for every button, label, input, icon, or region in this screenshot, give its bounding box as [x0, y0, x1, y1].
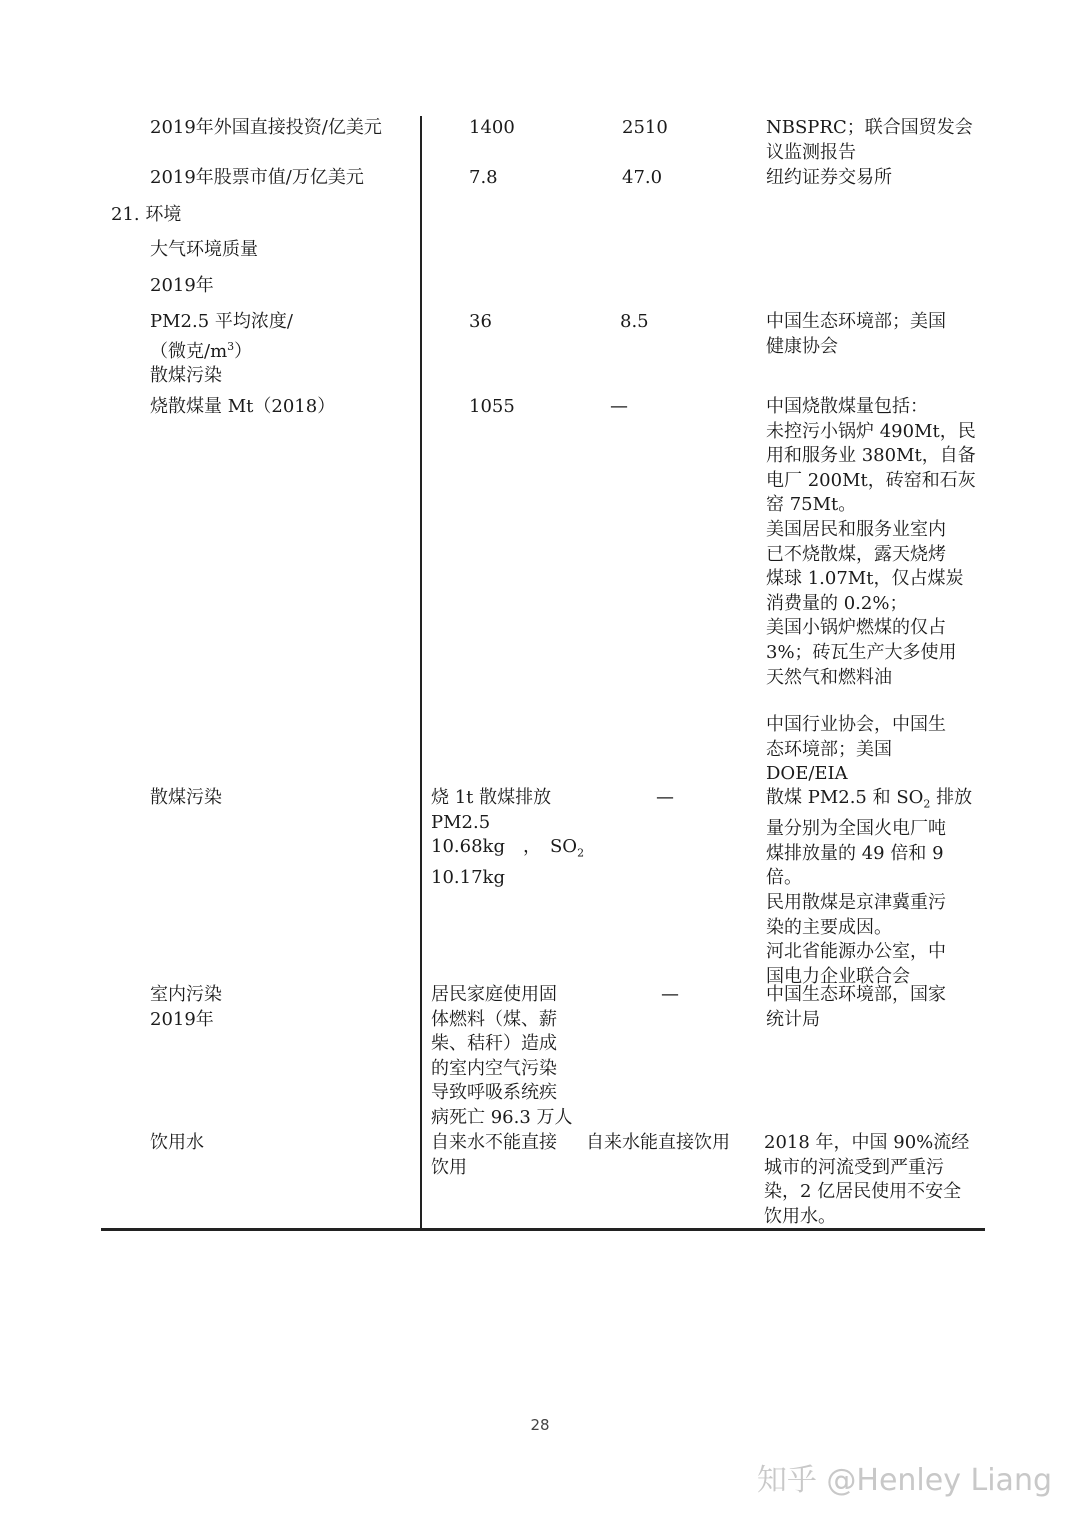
section-heading-environment: 21. 环境 — [111, 204, 182, 225]
value-us-coal-pollution: — — [656, 787, 674, 808]
value-us-fdi: 2510 — [622, 117, 668, 138]
value-us-pm25: 8.5 — [620, 311, 649, 332]
notes-coal-pollution: 散煤 PM2.5 和 $SO_2$ 排放 量分别为全国火电厂吨 煤排放量的 49 倍和 9 倍。 民用散煤是京津冀重污 染的主要成因。 河北省能源办公室，中 国电力企业联合会 — [766, 787, 973, 987]
value-us-coal: — — [610, 396, 628, 417]
value-us-water: 自来水能直接饮用 — [586, 1132, 730, 1153]
row-label-water: 饮用水 — [150, 1132, 204, 1153]
source-coal: 中国行业协会，中国生 态环境部；美国 DOE/EIA — [766, 714, 946, 785]
value-china-fdi: 1400 — [469, 117, 515, 138]
subheading-year: 2019年 — [150, 275, 214, 296]
value-china-coal-pollution: 烧 1t 散煤排放 PM2.5 10.68kg ， $SO_2$ 10.17kg — [431, 787, 585, 889]
watermark: 知乎 @Henley Liang — [756, 1463, 1052, 1498]
value-china-pm25: 36 — [469, 311, 492, 332]
value-china-indoor: 居民家庭使用固 体燃料（煤、薪 柴、秸秆）造成 的室内空气污染 导致呼吸系统疾 病死亡 96.3 万人 — [431, 984, 573, 1128]
value-us-stock: 47.0 — [622, 167, 663, 188]
source-pm25: 中国生态环境部；美国 健康协会 — [766, 311, 946, 357]
row-label-fdi: 2019年外国直接投资/亿美元 — [150, 117, 382, 138]
value-china-stock: 7.8 — [469, 167, 498, 188]
value-us-indoor: — — [661, 984, 679, 1005]
row-label-pm25: PM2.5 平均浓度/ （微克$/m^3$） 散煤污染 — [150, 311, 293, 387]
source-stock: 纽约证券交易所 — [766, 167, 892, 188]
value-china-coal: 1055 — [469, 396, 515, 417]
subheading-air-quality: 大气环境质量 — [150, 239, 258, 260]
page-number: 28 — [530, 1416, 550, 1434]
notes-water: 2018 年，中国 90%流经 城市的河流受到严重污 染，2 亿居民使用不安全 饮用水。 — [764, 1132, 970, 1227]
column-divider — [420, 116, 422, 1230]
notes-coal: 中国烧散煤量包括： 未控污小锅炉 490Mt，民 用和服务业 380Mt，自备 电厂 200Mt，砖窑和石灰 窑 75Mt。 美国居民和服务业室内 已不烧散煤，露天烧烤 煤球 1.07Mt，仅占煤炭 消费量的 0.2%； 美国小锅炉燃煤的仅占 3%；砖瓦生产大多使用 天然气和燃料油 — [766, 396, 976, 688]
row-label-indoor: 室内污染 2019年 — [150, 984, 222, 1030]
source-indoor: 中国生态环境部，国家 统计局 — [766, 984, 946, 1030]
source-fdi: NBSPRC；联合国贸发会 议监测报告 — [766, 117, 973, 163]
row-label-coal: 烧散煤量 Mt（2018） — [150, 396, 336, 417]
row-label-coal-pollution: 散煤污染 — [150, 787, 222, 808]
value-china-water: 自来水不能直接 饮用 — [431, 1132, 557, 1178]
row-label-stock: 2019年股票市值/万亿美元 — [150, 167, 364, 188]
